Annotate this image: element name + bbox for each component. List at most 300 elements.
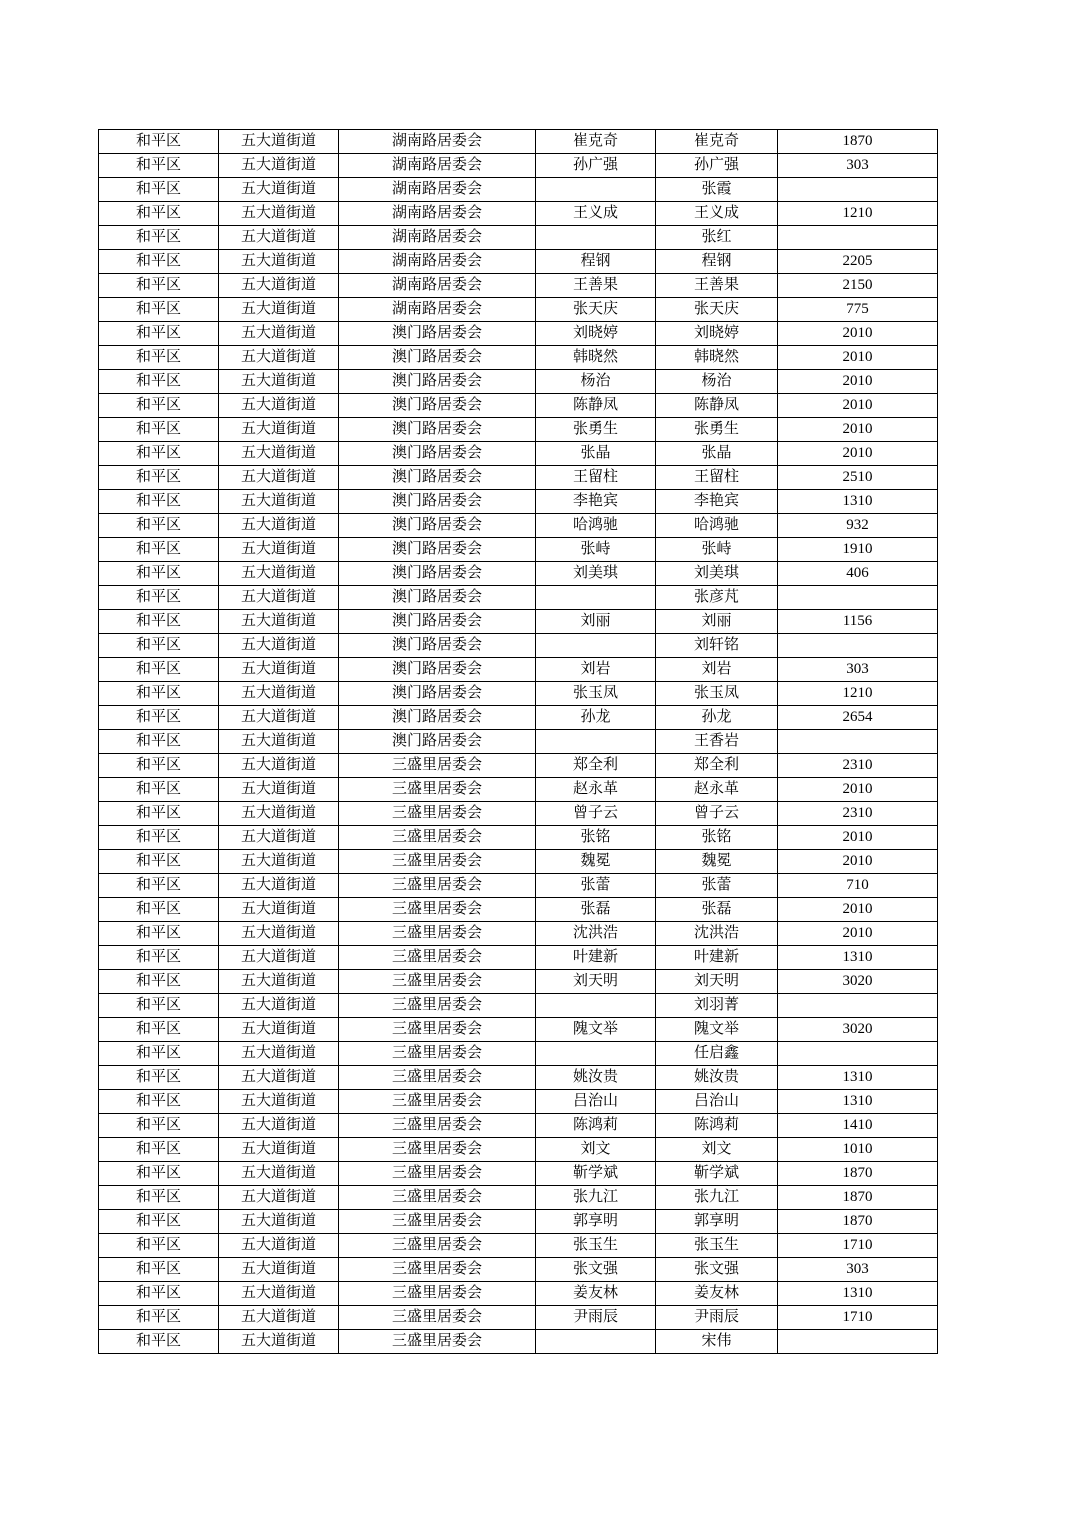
- cell-confirm-name: 孙广强: [656, 154, 778, 178]
- cell-confirm-name: 张蕾: [656, 874, 778, 898]
- table-row: [99, 946, 938, 970]
- cell-district: 和平区: [99, 1282, 219, 1306]
- cell-name: 陈鸿莉: [536, 1114, 656, 1138]
- table-row: [99, 394, 938, 418]
- table-row: [99, 682, 938, 706]
- table-row: [99, 514, 938, 538]
- cell-committee: 三盛里居委会: [339, 1234, 536, 1258]
- cell-committee: 澳门路居委会: [339, 634, 536, 658]
- cell-amount: [778, 634, 938, 658]
- cell-street: 五大道街道: [219, 226, 339, 250]
- cell-name: [536, 634, 656, 658]
- cell-committee: 三盛里居委会: [339, 1306, 536, 1330]
- cell-street: 五大道街道: [219, 1090, 339, 1114]
- cell-name: 王留柱: [536, 466, 656, 490]
- cell-district: 和平区: [99, 562, 219, 586]
- cell-name: 王义成: [536, 202, 656, 226]
- cell-committee: 湖南路居委会: [339, 154, 536, 178]
- cell-confirm-name: 张铭: [656, 826, 778, 850]
- cell-confirm-name: 杨治: [656, 370, 778, 394]
- table-row: [99, 130, 938, 154]
- cell-amount: 1310: [778, 946, 938, 970]
- cell-street: 五大道街道: [219, 1114, 339, 1138]
- cell-amount: [778, 178, 938, 202]
- cell-street: 五大道街道: [219, 154, 339, 178]
- cell-district: 和平区: [99, 514, 219, 538]
- cell-district: 和平区: [99, 250, 219, 274]
- cell-confirm-name: 任启鑫: [656, 1042, 778, 1066]
- table-row: [99, 1330, 938, 1354]
- cell-district: 和平区: [99, 154, 219, 178]
- table-row: [99, 274, 938, 298]
- cell-committee: 澳门路居委会: [339, 682, 536, 706]
- cell-district: 和平区: [99, 1090, 219, 1114]
- cell-district: 和平区: [99, 802, 219, 826]
- cell-street: 五大道街道: [219, 466, 339, 490]
- table-row: [99, 1186, 938, 1210]
- cell-confirm-name: 隗文举: [656, 1018, 778, 1042]
- cell-committee: 三盛里居委会: [339, 922, 536, 946]
- cell-amount: [778, 226, 938, 250]
- cell-street: 五大道街道: [219, 898, 339, 922]
- cell-street: 五大道街道: [219, 994, 339, 1018]
- cell-confirm-name: 张红: [656, 226, 778, 250]
- cell-name: 刘文: [536, 1138, 656, 1162]
- cell-name: 孙龙: [536, 706, 656, 730]
- cell-street: 五大道街道: [219, 322, 339, 346]
- table-row: [99, 1210, 938, 1234]
- table-row: [99, 730, 938, 754]
- cell-committee: 三盛里居委会: [339, 1090, 536, 1114]
- cell-street: 五大道街道: [219, 1138, 339, 1162]
- cell-confirm-name: 哈鸿驰: [656, 514, 778, 538]
- cell-name: 张九江: [536, 1186, 656, 1210]
- cell-district: 和平区: [99, 1210, 219, 1234]
- table-row: [99, 346, 938, 370]
- cell-confirm-name: 张九江: [656, 1186, 778, 1210]
- cell-district: 和平区: [99, 706, 219, 730]
- cell-confirm-name: 张霞: [656, 178, 778, 202]
- cell-confirm-name: 张勇生: [656, 418, 778, 442]
- cell-confirm-name: 张玉生: [656, 1234, 778, 1258]
- cell-confirm-name: 张文强: [656, 1258, 778, 1282]
- residents-table: [98, 129, 938, 1354]
- cell-name: [536, 730, 656, 754]
- cell-committee: 三盛里居委会: [339, 994, 536, 1018]
- cell-district: 和平区: [99, 130, 219, 154]
- cell-district: 和平区: [99, 778, 219, 802]
- cell-name: 张蕾: [536, 874, 656, 898]
- cell-committee: 三盛里居委会: [339, 1258, 536, 1282]
- cell-committee: 三盛里居委会: [339, 1186, 536, 1210]
- cell-name: 王善果: [536, 274, 656, 298]
- cell-confirm-name: 程钢: [656, 250, 778, 274]
- cell-amount: 1310: [778, 1282, 938, 1306]
- table-row: [99, 154, 938, 178]
- cell-amount: [778, 1042, 938, 1066]
- cell-committee: 三盛里居委会: [339, 850, 536, 874]
- cell-amount: 2150: [778, 274, 938, 298]
- cell-street: 五大道街道: [219, 970, 339, 994]
- cell-street: 五大道街道: [219, 706, 339, 730]
- cell-amount: 1870: [778, 1186, 938, 1210]
- cell-district: 和平区: [99, 442, 219, 466]
- cell-amount: 2010: [778, 418, 938, 442]
- cell-amount: 2010: [778, 322, 938, 346]
- cell-name: 沈洪浩: [536, 922, 656, 946]
- cell-confirm-name: 刘岩: [656, 658, 778, 682]
- cell-name: [536, 226, 656, 250]
- cell-committee: 澳门路居委会: [339, 538, 536, 562]
- cell-name: 张玉凤: [536, 682, 656, 706]
- table-row: [99, 1162, 938, 1186]
- cell-confirm-name: 姚汝贵: [656, 1066, 778, 1090]
- cell-street: 五大道街道: [219, 1282, 339, 1306]
- cell-committee: 澳门路居委会: [339, 322, 536, 346]
- cell-street: 五大道街道: [219, 1162, 339, 1186]
- cell-confirm-name: 张彦芃: [656, 586, 778, 610]
- cell-street: 五大道街道: [219, 1258, 339, 1282]
- table-row: [99, 1282, 938, 1306]
- cell-name: 姚汝贵: [536, 1066, 656, 1090]
- cell-district: 和平区: [99, 418, 219, 442]
- table-row: [99, 418, 938, 442]
- cell-amount: 932: [778, 514, 938, 538]
- cell-committee: 三盛里居委会: [339, 1330, 536, 1354]
- cell-confirm-name: 魏冕: [656, 850, 778, 874]
- cell-street: 五大道街道: [219, 538, 339, 562]
- cell-street: 五大道街道: [219, 178, 339, 202]
- cell-committee: 三盛里居委会: [339, 802, 536, 826]
- cell-street: 五大道街道: [219, 1042, 339, 1066]
- cell-confirm-name: 韩晓然: [656, 346, 778, 370]
- cell-committee: 三盛里居委会: [339, 1066, 536, 1090]
- cell-committee: 三盛里居委会: [339, 826, 536, 850]
- cell-confirm-name: 刘天明: [656, 970, 778, 994]
- cell-name: 郑全利: [536, 754, 656, 778]
- cell-confirm-name: 宋伟: [656, 1330, 778, 1354]
- cell-name: 张铭: [536, 826, 656, 850]
- cell-committee: 澳门路居委会: [339, 562, 536, 586]
- cell-amount: [778, 586, 938, 610]
- cell-street: 五大道街道: [219, 562, 339, 586]
- cell-committee: 三盛里居委会: [339, 1018, 536, 1042]
- cell-amount: 2010: [778, 778, 938, 802]
- cell-amount: 2010: [778, 826, 938, 850]
- cell-amount: 1310: [778, 1066, 938, 1090]
- cell-name: 姜友林: [536, 1282, 656, 1306]
- table-row: [99, 994, 938, 1018]
- cell-street: 五大道街道: [219, 874, 339, 898]
- cell-committee: 三盛里居委会: [339, 946, 536, 970]
- cell-district: 和平区: [99, 850, 219, 874]
- cell-street: 五大道街道: [219, 394, 339, 418]
- cell-name: 尹雨辰: [536, 1306, 656, 1330]
- cell-amount: 1310: [778, 1090, 938, 1114]
- cell-committee: 三盛里居委会: [339, 898, 536, 922]
- cell-committee: 三盛里居委会: [339, 1114, 536, 1138]
- table-row: [99, 778, 938, 802]
- cell-amount: 3020: [778, 1018, 938, 1042]
- cell-district: 和平区: [99, 1258, 219, 1282]
- cell-district: 和平区: [99, 874, 219, 898]
- cell-confirm-name: 张玉凤: [656, 682, 778, 706]
- cell-name: 刘美琪: [536, 562, 656, 586]
- cell-amount: 3020: [778, 970, 938, 994]
- cell-committee: 澳门路居委会: [339, 370, 536, 394]
- cell-amount: 2010: [778, 370, 938, 394]
- cell-amount: [778, 994, 938, 1018]
- cell-name: 张晶: [536, 442, 656, 466]
- table-row: [99, 658, 938, 682]
- cell-name: 曾子云: [536, 802, 656, 826]
- cell-street: 五大道街道: [219, 346, 339, 370]
- cell-confirm-name: 王香岩: [656, 730, 778, 754]
- cell-district: 和平区: [99, 754, 219, 778]
- table-row: [99, 826, 938, 850]
- table-row: [99, 202, 938, 226]
- cell-committee: 湖南路居委会: [339, 130, 536, 154]
- table-row: [99, 562, 938, 586]
- cell-street: 五大道街道: [219, 130, 339, 154]
- cell-amount: 2010: [778, 922, 938, 946]
- cell-name: 隗文举: [536, 1018, 656, 1042]
- cell-district: 和平区: [99, 490, 219, 514]
- cell-street: 五大道街道: [219, 442, 339, 466]
- cell-confirm-name: 刘丽: [656, 610, 778, 634]
- cell-name: 孙广强: [536, 154, 656, 178]
- cell-committee: 澳门路居委会: [339, 658, 536, 682]
- cell-committee: 湖南路居委会: [339, 250, 536, 274]
- cell-amount: 2510: [778, 466, 938, 490]
- cell-district: 和平区: [99, 394, 219, 418]
- cell-confirm-name: 刘晓婷: [656, 322, 778, 346]
- cell-confirm-name: 孙龙: [656, 706, 778, 730]
- cell-committee: 三盛里居委会: [339, 754, 536, 778]
- cell-name: 张磊: [536, 898, 656, 922]
- cell-confirm-name: 王义成: [656, 202, 778, 226]
- cell-amount: 1910: [778, 538, 938, 562]
- cell-district: 和平区: [99, 538, 219, 562]
- cell-district: 和平区: [99, 610, 219, 634]
- cell-amount: 1870: [778, 1210, 938, 1234]
- cell-amount: 1710: [778, 1234, 938, 1258]
- table-row: [99, 178, 938, 202]
- cell-district: 和平区: [99, 346, 219, 370]
- cell-committee: 湖南路居委会: [339, 274, 536, 298]
- cell-committee: 三盛里居委会: [339, 874, 536, 898]
- cell-district: 和平区: [99, 1306, 219, 1330]
- cell-name: 张玉生: [536, 1234, 656, 1258]
- cell-street: 五大道街道: [219, 802, 339, 826]
- cell-committee: 澳门路居委会: [339, 514, 536, 538]
- cell-name: 魏冕: [536, 850, 656, 874]
- cell-street: 五大道街道: [219, 274, 339, 298]
- cell-name: 刘岩: [536, 658, 656, 682]
- cell-name: 靳学斌: [536, 1162, 656, 1186]
- cell-amount: 2010: [778, 346, 938, 370]
- table-row: [99, 634, 938, 658]
- cell-street: 五大道街道: [219, 298, 339, 322]
- table-row: [99, 1138, 938, 1162]
- cell-district: 和平区: [99, 658, 219, 682]
- cell-district: 和平区: [99, 1234, 219, 1258]
- cell-committee: 澳门路居委会: [339, 394, 536, 418]
- cell-street: 五大道街道: [219, 1186, 339, 1210]
- table-row: [99, 226, 938, 250]
- cell-committee: 澳门路居委会: [339, 442, 536, 466]
- cell-street: 五大道街道: [219, 586, 339, 610]
- cell-district: 和平区: [99, 826, 219, 850]
- cell-amount: 2205: [778, 250, 938, 274]
- cell-confirm-name: 尹雨辰: [656, 1306, 778, 1330]
- table-row: [99, 322, 938, 346]
- table-row: [99, 1042, 938, 1066]
- cell-committee: 澳门路居委会: [339, 466, 536, 490]
- cell-amount: 1156: [778, 610, 938, 634]
- cell-amount: 1870: [778, 1162, 938, 1186]
- cell-committee: 湖南路居委会: [339, 202, 536, 226]
- cell-committee: 三盛里居委会: [339, 1210, 536, 1234]
- cell-confirm-name: 刘羽菁: [656, 994, 778, 1018]
- cell-amount: 1310: [778, 490, 938, 514]
- cell-district: 和平区: [99, 370, 219, 394]
- cell-district: 和平区: [99, 1162, 219, 1186]
- cell-amount: 710: [778, 874, 938, 898]
- cell-district: 和平区: [99, 634, 219, 658]
- cell-amount: 2010: [778, 898, 938, 922]
- cell-confirm-name: 崔克奇: [656, 130, 778, 154]
- cell-committee: 三盛里居委会: [339, 1162, 536, 1186]
- cell-name: 刘丽: [536, 610, 656, 634]
- cell-street: 五大道街道: [219, 946, 339, 970]
- cell-name: [536, 178, 656, 202]
- cell-confirm-name: 叶建新: [656, 946, 778, 970]
- cell-committee: 湖南路居委会: [339, 298, 536, 322]
- cell-street: 五大道街道: [219, 370, 339, 394]
- cell-name: 赵永革: [536, 778, 656, 802]
- table-row: [99, 754, 938, 778]
- cell-amount: 303: [778, 1258, 938, 1282]
- cell-name: 吕治山: [536, 1090, 656, 1114]
- table-row: [99, 370, 938, 394]
- cell-amount: 1210: [778, 202, 938, 226]
- cell-confirm-name: 郭享明: [656, 1210, 778, 1234]
- cell-district: 和平区: [99, 898, 219, 922]
- cell-confirm-name: 张天庆: [656, 298, 778, 322]
- table-row: [99, 250, 938, 274]
- cell-street: 五大道街道: [219, 730, 339, 754]
- table-row: [99, 298, 938, 322]
- cell-amount: 2010: [778, 394, 938, 418]
- cell-district: 和平区: [99, 1138, 219, 1162]
- table-row: [99, 802, 938, 826]
- table-row: [99, 466, 938, 490]
- cell-committee: 澳门路居委会: [339, 346, 536, 370]
- cell-amount: 2010: [778, 442, 938, 466]
- cell-street: 五大道街道: [219, 1306, 339, 1330]
- table-row: [99, 442, 938, 466]
- cell-amount: 1210: [778, 682, 938, 706]
- cell-street: 五大道街道: [219, 1330, 339, 1354]
- cell-name: [536, 1042, 656, 1066]
- cell-name: 程钢: [536, 250, 656, 274]
- cell-name: 杨治: [536, 370, 656, 394]
- cell-district: 和平区: [99, 682, 219, 706]
- cell-street: 五大道街道: [219, 658, 339, 682]
- cell-committee: 澳门路居委会: [339, 490, 536, 514]
- cell-district: 和平区: [99, 994, 219, 1018]
- cell-committee: 澳门路居委会: [339, 730, 536, 754]
- table-row: [99, 970, 938, 994]
- cell-confirm-name: 刘文: [656, 1138, 778, 1162]
- cell-name: 张峙: [536, 538, 656, 562]
- cell-district: 和平区: [99, 466, 219, 490]
- cell-name: 叶建新: [536, 946, 656, 970]
- cell-district: 和平区: [99, 922, 219, 946]
- table-row: [99, 898, 938, 922]
- cell-street: 五大道街道: [219, 634, 339, 658]
- cell-committee: 三盛里居委会: [339, 1138, 536, 1162]
- cell-name: 张天庆: [536, 298, 656, 322]
- cell-name: 陈静凤: [536, 394, 656, 418]
- cell-name: 张文强: [536, 1258, 656, 1282]
- cell-amount: [778, 1330, 938, 1354]
- cell-street: 五大道街道: [219, 682, 339, 706]
- cell-confirm-name: 张晶: [656, 442, 778, 466]
- cell-committee: 三盛里居委会: [339, 1282, 536, 1306]
- cell-confirm-name: 靳学斌: [656, 1162, 778, 1186]
- cell-confirm-name: 姜友林: [656, 1282, 778, 1306]
- table-row: [99, 1234, 938, 1258]
- cell-district: 和平区: [99, 202, 219, 226]
- cell-confirm-name: 曾子云: [656, 802, 778, 826]
- cell-amount: 303: [778, 154, 938, 178]
- cell-confirm-name: 李艳宾: [656, 490, 778, 514]
- cell-committee: 澳门路居委会: [339, 706, 536, 730]
- cell-amount: 2654: [778, 706, 938, 730]
- cell-name: 刘晓婷: [536, 322, 656, 346]
- cell-committee: 三盛里居委会: [339, 778, 536, 802]
- cell-confirm-name: 张峙: [656, 538, 778, 562]
- table-row: [99, 490, 938, 514]
- cell-name: [536, 586, 656, 610]
- cell-amount: 2310: [778, 802, 938, 826]
- table-row: [99, 1114, 938, 1138]
- cell-committee: 湖南路居委会: [339, 226, 536, 250]
- cell-district: 和平区: [99, 730, 219, 754]
- cell-name: 哈鸿驰: [536, 514, 656, 538]
- cell-street: 五大道街道: [219, 250, 339, 274]
- cell-committee: 三盛里居委会: [339, 1042, 536, 1066]
- cell-district: 和平区: [99, 322, 219, 346]
- table-row: [99, 538, 938, 562]
- cell-amount: 1710: [778, 1306, 938, 1330]
- cell-name: 崔克奇: [536, 130, 656, 154]
- cell-confirm-name: 刘美琪: [656, 562, 778, 586]
- table-row: [99, 1090, 938, 1114]
- cell-confirm-name: 王留柱: [656, 466, 778, 490]
- cell-amount: [778, 730, 938, 754]
- cell-street: 五大道街道: [219, 202, 339, 226]
- table-row: [99, 1306, 938, 1330]
- cell-street: 五大道街道: [219, 778, 339, 802]
- cell-district: 和平区: [99, 946, 219, 970]
- cell-street: 五大道街道: [219, 1066, 339, 1090]
- cell-district: 和平区: [99, 1330, 219, 1354]
- cell-confirm-name: 刘轩铭: [656, 634, 778, 658]
- cell-committee: 澳门路居委会: [339, 610, 536, 634]
